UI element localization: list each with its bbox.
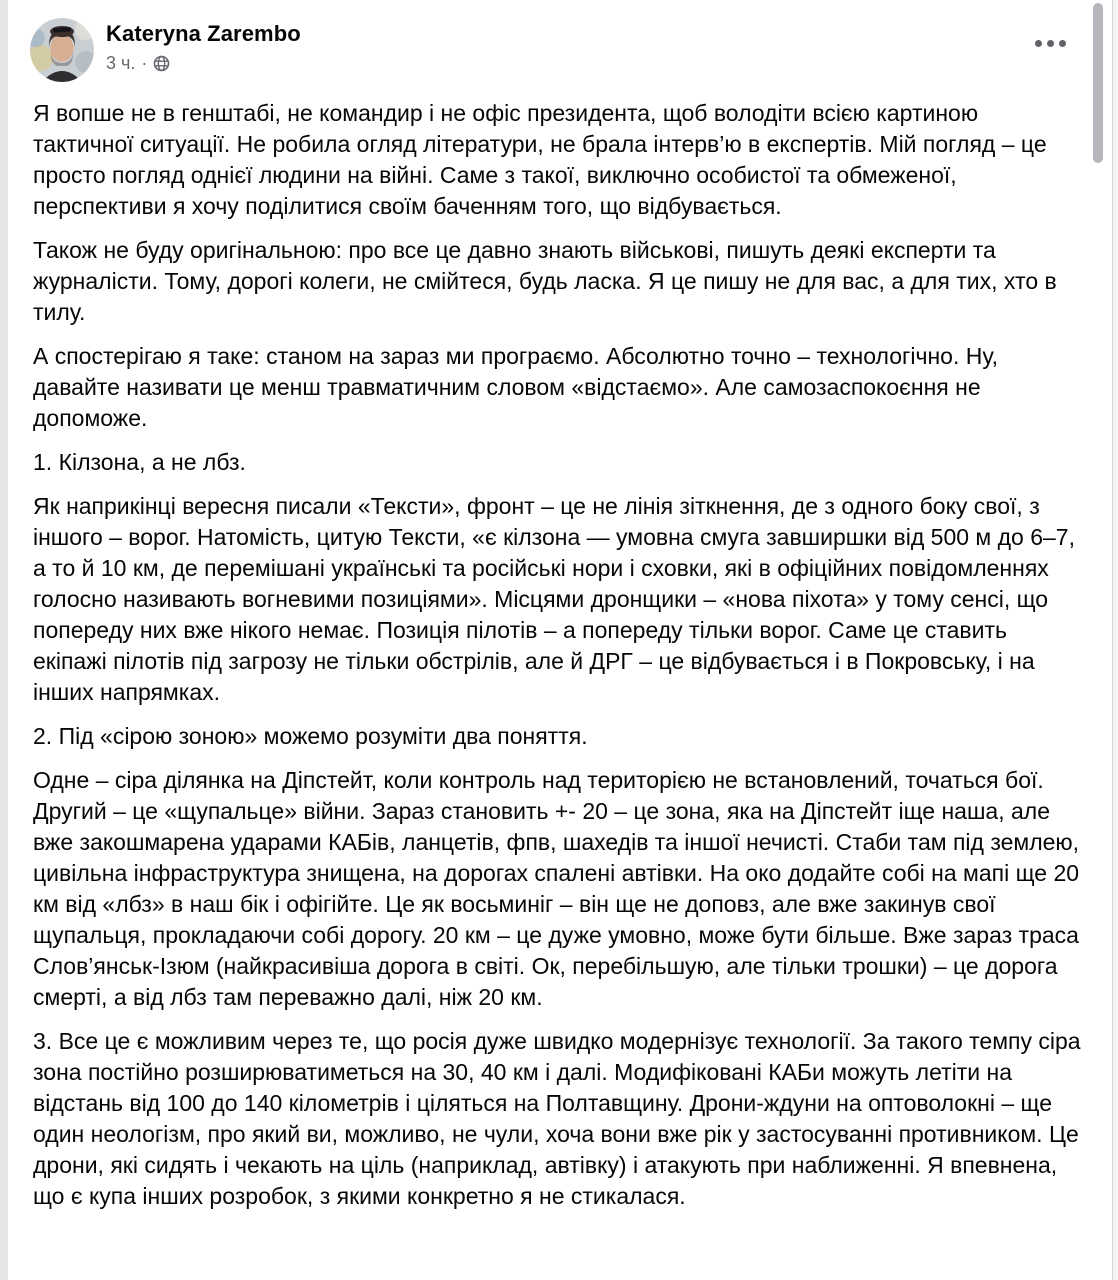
timestamp[interactable]: 3 ч. (106, 53, 136, 73)
post-paragraph: Я вопше не в генштабі, не командир і не офіс президента, щоб володіти всією картиною тактичної ситуації. Не робила огляд літератури, не брала інтерв’ю в експертів. Мій погляд – це просто погляд однієї людини на війні. Саме з такої, виключно особистої та обмеженої, перспективи я хочу поділитися своїм баченням того, що відбувається. (33, 100, 1047, 219)
scrollbar-thumb[interactable] (1093, 3, 1103, 163)
post-paragraph-numbered-1: 1. Кілзона, а не лбз. (33, 449, 246, 475)
post-paragraph: Також не буду оригінальною: про все це давно знають військові, пишуть деякі експерти та журналісти. Тому, дорогі колеги, не смійтеся, будь ласка. Я це пишу не для вас, а для тих, хто в тилу. (33, 237, 1057, 325)
ellipsis-icon (1047, 40, 1054, 47)
post-meta (106, 53, 301, 73)
page-left-gutter (0, 0, 8, 1280)
post-menu-button[interactable] (1029, 34, 1072, 53)
post-paragraph: Як наприкінці вересня писали «Тексти», фронт – це не лінія зіткнення, де з одного боку свої, з іншого – ворог. Натомість, цитую Тексти, «є кілзона — умовна смуга завширшки від 500 м до 6–7, а то й 10 км, де перемішані українські та російські нори і сховки, які в офіційних повідомленнях голосно називають вогневими позиціями». Місцями дронщики – «нова піхота» у тому сенсі, що попереду них вже нікого немає. Позиція пілотів – а попереду тільки ворог. Саме це ставить екіпажі пілотів під загрозу не тільки обстрілів, але й ДРГ – це відбувається і в Покровську, і на інших напрямках. (33, 493, 1075, 705)
avatar-photo (30, 18, 94, 82)
meta-separator: · (141, 53, 148, 73)
post-paragraph-numbered-2: 2. Під «сірою зоною» можемо розуміти два поняття. (33, 723, 588, 749)
post-card (8, 0, 1112, 1280)
author-name[interactable]: Kateryna Zarembo (106, 21, 301, 46)
post-paragraph: А спостерігаю я таке: станом на зараз ми програємо. Абсолютно точно – технологічно. Ну, давайте називати це менш травматичним словом «відстаємо». Але самозаспокоєння не допоможе. (33, 343, 998, 431)
post-header (8, 0, 1112, 92)
ellipsis-icon (1035, 40, 1042, 47)
ellipsis-icon (1059, 40, 1066, 47)
avatar[interactable] (30, 18, 94, 82)
post-header-text (106, 18, 301, 73)
post-paragraph-numbered-3: 3. Все це є можливим через те, що росія дуже швидко модернізує технології. За такого темпу сіра зона постійно розширюватиметься на 30, 40 км і далі. Модифіковані КАБи можуть летіти на відстань від 100 до 140 кілометрів і ціляться на Полтавщину. Дрони-ждуни на оптоволокні – ще один неологізм, про який ви, можливо, не чули, хоча вони вже рік у застосуванні противником. Це дрони, які сидять і чекають на ціль (наприклад, автівку) і атакують при наближенні. Я впевнена, що є купа інших розробок, з якими конкретно я не стикалася. (33, 1028, 1081, 1209)
post-paragraph: Одне – сіра ділянка на Діпстейт, коли контроль над територією не встановлений, точаться бої. Другий – це «щупальце» війни. Зараз становить +- 20 – це зона, яка на Діпстейт іще наша, але вже закошмарена ударами КАБів, ланцетів, фпв, шахедів та іншої нечисті. Стаби там під землею, цивільна інфраструктура знищена, на дорогах спалені автівки. На око додайте собі на мапі ще 20 км від «лбз» в наш бік і офігійте. Це як восьминіг – він ще не доповз, але вже закинув свої щупальця, прокладаючи собі дорогу. 20 км – це дуже умовно, може бути більше. Вже зараз траса Слов’янськ-Ізюм (найкрасивіша дорога в світі. Ок, перебільшую, але тільки трошки) – це дорога смерті, а від лбз там переважно далі, ніж 20 км. (33, 767, 1080, 1010)
page-right-gutter (1112, 0, 1118, 1280)
post-body (8, 92, 1112, 1212)
globe-icon (153, 55, 170, 72)
